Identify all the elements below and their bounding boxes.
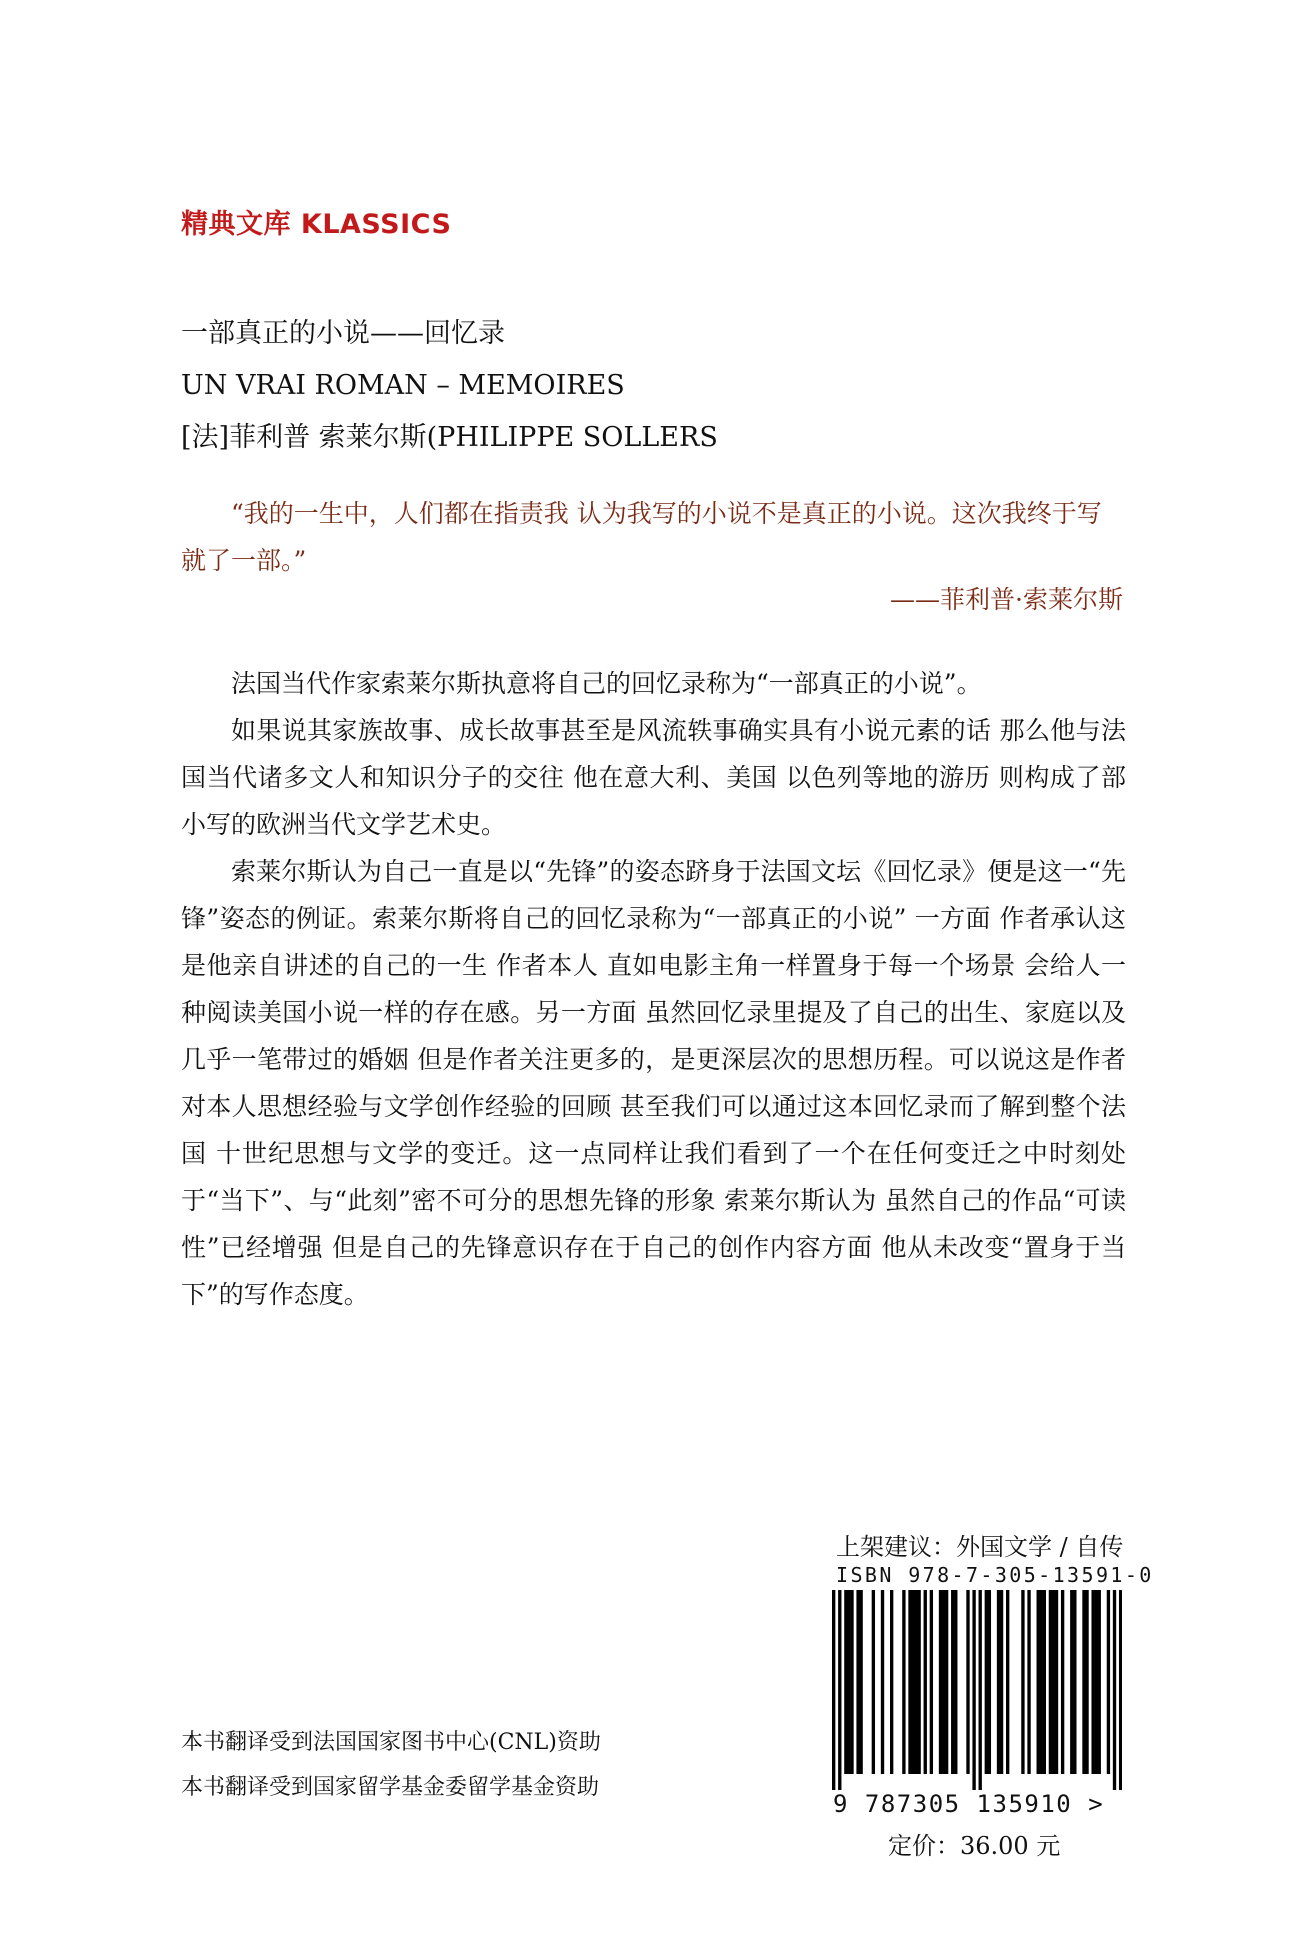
barcode-bar <box>966 1590 969 1774</box>
barcode-bar <box>872 1590 875 1774</box>
barcode-bar <box>972 1590 975 1790</box>
isbn-barcode <box>832 1590 1122 1790</box>
description-paragraph: 法国当代作家索莱尔斯执意将自己的回忆录称为“一部真正的小说”。 <box>231 669 982 698</box>
barcode-bar <box>985 1590 988 1774</box>
barcode-bar <box>911 1590 914 1774</box>
barcode-bar <box>890 1590 893 1774</box>
isbn-label: ISBN 978-7-305-13591-0 <box>836 1563 1154 1587</box>
description-text <box>181 660 1126 1318</box>
barcode-bar <box>1006 1590 1009 1774</box>
barcode-bar <box>1049 1590 1052 1774</box>
barcode-bar <box>1082 1590 1085 1774</box>
barcode-bar <box>1061 1590 1064 1774</box>
barcode-bar <box>988 1590 991 1774</box>
author-name: [法]菲利普 索莱尔斯(PHILIPPE SOLLERS <box>181 422 718 453</box>
barcode-bar <box>939 1590 942 1774</box>
barcode-bar <box>908 1590 911 1774</box>
barcode-bar <box>914 1590 917 1774</box>
barcode-bar <box>1085 1590 1088 1774</box>
barcode-bar <box>1113 1590 1116 1790</box>
title-block <box>181 308 718 464</box>
barcode-bar <box>945 1590 948 1774</box>
barcode-bar <box>1052 1590 1055 1774</box>
barcode-bar <box>1095 1590 1098 1774</box>
barcode-bar <box>844 1590 847 1774</box>
credit-line: 本书翻译受到国家留学基金委留学基金资助 <box>181 1775 600 1800</box>
barcode-bar <box>917 1590 920 1774</box>
barcode-bar <box>1107 1590 1110 1774</box>
barcode-bar <box>997 1590 1000 1774</box>
barcode-bar <box>1037 1590 1040 1774</box>
barcode-bar <box>838 1590 841 1790</box>
barcode-bar <box>1021 1590 1024 1774</box>
barcode-bar <box>924 1590 927 1774</box>
barcode-bar <box>1119 1590 1122 1790</box>
barcode-bar <box>954 1590 957 1774</box>
description-paragraph: 如果说其家族故事、成长故事甚至是风流轶事确实具有小说元素的话 那么他与法国当代诸多文人和知识分子的交往 他在意大利、美国 以色列等地的游历 则构成了部小写的欧洲当代文学艺术史。 <box>181 716 1126 839</box>
barcode-bar <box>951 1590 954 1774</box>
shelving-suggestion: 上架建议：外国文学 / 自传 <box>836 1533 1124 1561</box>
barcode-bar <box>832 1590 835 1790</box>
barcode-bar <box>1070 1590 1073 1774</box>
chinese-title: 一部真正的小说——回忆录 <box>181 318 505 349</box>
barcode-bar <box>1073 1590 1076 1774</box>
barcode-bar <box>930 1590 933 1774</box>
quote-attribution: ——菲利普·索莱尔斯 <box>890 585 1123 614</box>
barcode-bar <box>856 1590 859 1774</box>
barcode-bar <box>1043 1590 1046 1774</box>
author-quote: “我的一生中，人们都在指责我 认为我写的小说不是真正的小说。这次我终于写就了一部。” <box>181 499 1102 575</box>
barcode-digits: 9 787305 135910 > <box>833 1790 1105 1818</box>
barcode-bar <box>881 1590 884 1774</box>
barcode-bar <box>859 1590 862 1774</box>
credit-line: 本书翻译受到法国国家图书中心(CNL)资助 <box>181 1730 601 1755</box>
barcode-bar <box>1055 1590 1058 1774</box>
french-title: UN VRAI ROMAN – MEMOIRES <box>181 370 625 401</box>
barcode-bar <box>1000 1590 1003 1774</box>
barcode-bar <box>979 1590 982 1790</box>
series-name: 精典文库 KLASSICS <box>181 209 452 240</box>
barcode-bar <box>850 1590 853 1774</box>
barcode-bar <box>847 1590 850 1774</box>
translation-credits <box>181 1720 601 1810</box>
barcode-bar <box>902 1590 905 1774</box>
description-paragraph: 索莱尔斯认为自己一直是以“先锋”的姿态跻身于法国文坛《回忆录》便是这一“先锋”姿态的例证。索莱尔斯将自己的回忆录称为“一部真正的小说” 一方面 作者承认这是他亲自讲述的自己的一生 作者本人 直如电影主角一样置身于每一个场景 会给人一种阅读美国小说一样的存在感。另一方面 虽然回忆录里提及了自己的出生、家庭以及几乎一笔带过的婚姻 但是作者关注更多的，是更深层次的思想历程。可以说这是作者对本人思想经验与文学创作经验的回顾 甚至我们可以通过这本回忆录而了解到整个法国 十世纪思想与文学的变迁。这一点同样让我们看到了一个在任何变迁之中时刻处于“当下”、与“此刻”密不可分的思想先锋的形象 索莱尔斯认为 虽然自己的作品“可读性”已经增强 但是自己的先锋意识存在于自己的创作内容方面 他从未改变“置身于当下”的写作态度。 <box>181 857 1126 1309</box>
barcode-bar <box>942 1590 945 1774</box>
barcode-bar <box>1091 1590 1094 1774</box>
barcode-bar <box>1027 1590 1030 1774</box>
price-label: 定价：36.00 元 <box>888 1832 1061 1860</box>
barcode-bar <box>1098 1590 1101 1774</box>
barcode-bar <box>1040 1590 1043 1774</box>
